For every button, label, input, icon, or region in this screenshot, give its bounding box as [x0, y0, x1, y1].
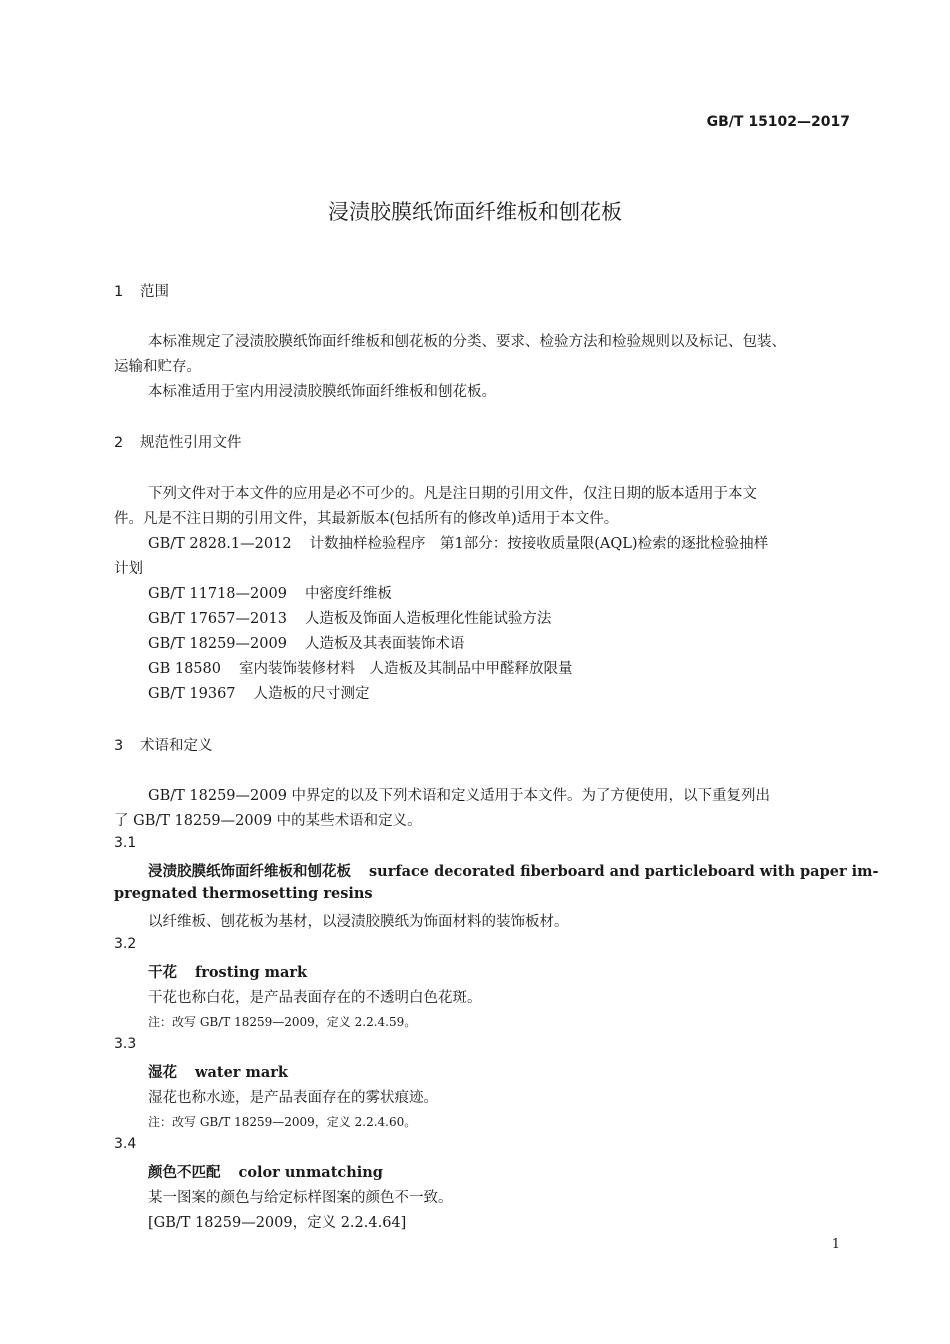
- note-text: 改写 GB/T 18259—2009，定义 2.2.4.59。: [172, 1015, 417, 1029]
- section-title: 范围: [140, 284, 169, 300]
- scope-paragraph-line-1: 本标准规定了浸渍胶膜纸饰面纤维板和刨花板的分类、要求、检验方法和检验规则以及标记、包装、: [148, 334, 786, 350]
- term-number: 3.2: [114, 936, 137, 952]
- reference-name: 人造板及其表面装饰术语: [304, 636, 465, 652]
- term-english: frosting mark: [195, 964, 308, 981]
- section-number: 3: [114, 738, 124, 754]
- scope-paragraph-2: 本标准适用于室内用浸渍胶膜纸饰面纤维板和刨花板。: [148, 384, 496, 400]
- reference-name: 计数抽样检验程序 第1部分：按接收质量限(AQL)检索的逐批检验抽样: [309, 536, 769, 552]
- reference-item: [148, 657, 572, 678]
- term-note: [148, 1113, 416, 1130]
- scope-paragraph-line-2: 运输和贮存。: [114, 359, 201, 375]
- term-heading: [148, 1161, 383, 1182]
- references-intro-line-2: 件。凡是不注日期的引用文件，其最新版本(包括所有的修改单)适用于本文件。: [114, 511, 619, 527]
- term-english: water mark: [195, 1064, 288, 1081]
- reference-code: GB/T 2828.1—2012: [148, 536, 292, 552]
- term-source: [GB/T 18259—2009，定义 2.2.4.64]: [148, 1215, 407, 1231]
- note-text: 改写 GB/T 18259—2009，定义 2.2.4.60。: [172, 1115, 417, 1129]
- reference-item: [148, 682, 370, 703]
- term-chinese: 浸渍胶膜纸饰面纤维板和刨花板: [148, 864, 351, 880]
- note-label: 注：: [148, 1115, 173, 1129]
- section-number: 1: [114, 284, 124, 300]
- reference-code: GB/T 19367: [148, 686, 236, 702]
- section-title: 规范性引用文件: [140, 435, 242, 451]
- reference-name: 室内装饰装修材料 人造板及其制品中甲醛释放限量: [238, 661, 573, 677]
- reference-code: GB/T 11718—2009: [148, 586, 287, 602]
- reference-code: GB 18580: [148, 661, 221, 677]
- term-definition: 湿花也称水迹，是产品表面存在的雾状痕迹。: [148, 1090, 438, 1106]
- term-english: color unmatching: [238, 1164, 383, 1181]
- reference-item: [148, 532, 768, 553]
- reference-code: GB/T 18259—2009: [148, 636, 287, 652]
- section-number: 2: [114, 435, 124, 451]
- term-chinese: 湿花: [148, 1065, 177, 1081]
- term-number: 3.1: [114, 835, 137, 851]
- term-english-continuation: [114, 885, 373, 902]
- reference-item: [148, 632, 464, 653]
- page-number: 1: [831, 1237, 840, 1252]
- reference-code: GB/T 17657—2013: [148, 611, 287, 627]
- term-chinese: 干花: [148, 965, 177, 981]
- note-label: 注：: [148, 1015, 173, 1029]
- standard-code: GB/T 15102—2017: [706, 114, 850, 130]
- document-title: 浸渍胶膜纸饰面纤维板和刨花板: [328, 200, 622, 224]
- reference-item-continuation: 计划: [114, 561, 143, 577]
- reference-item: [148, 582, 392, 603]
- reference-name: 人造板的尺寸测定: [253, 686, 370, 702]
- term-heading: [148, 961, 307, 982]
- reference-name: 中密度纤维板: [304, 586, 392, 602]
- term-english: pregnated thermosetting resins: [114, 885, 373, 902]
- terms-intro-line-1: GB/T 18259—2009 中界定的以及下列术语和定义适用于本文件。为了方便使用，以下重复列出: [148, 788, 771, 804]
- section-3-heading: [114, 734, 213, 755]
- term-note: [148, 1013, 416, 1030]
- section-2-heading: [114, 431, 242, 452]
- term-chinese: 颜色不匹配: [148, 1165, 221, 1181]
- reference-name: 人造板及饰面人造板理化性能试验方法: [304, 611, 552, 627]
- references-intro-line-1: 下列文件对于本文件的应用是必不可少的。凡是注日期的引用文件，仅注日期的版本适用于本文: [148, 486, 757, 502]
- term-definition: 某一图案的颜色与给定标样图案的颜色不一致。: [148, 1190, 453, 1206]
- term-english: surface decorated fiberboard and particleboard with paper im-: [369, 863, 879, 880]
- term-number: 3.3: [114, 1036, 137, 1052]
- section-1-heading: [114, 280, 169, 301]
- term-number: 3.4: [114, 1136, 137, 1152]
- term-heading: [148, 860, 879, 881]
- term-definition: 干花也称白花，是产品表面存在的不透明白色花斑。: [148, 990, 482, 1006]
- term-heading: [148, 1061, 288, 1082]
- terms-intro-line-2: 了 GB/T 18259—2009 中的某些术语和定义。: [114, 813, 422, 829]
- reference-item: [148, 607, 551, 628]
- term-definition: 以纤维板、刨花板为基材，以浸渍胶膜纸为饰面材料的装饰板材。: [148, 914, 569, 930]
- section-title: 术语和定义: [140, 738, 213, 754]
